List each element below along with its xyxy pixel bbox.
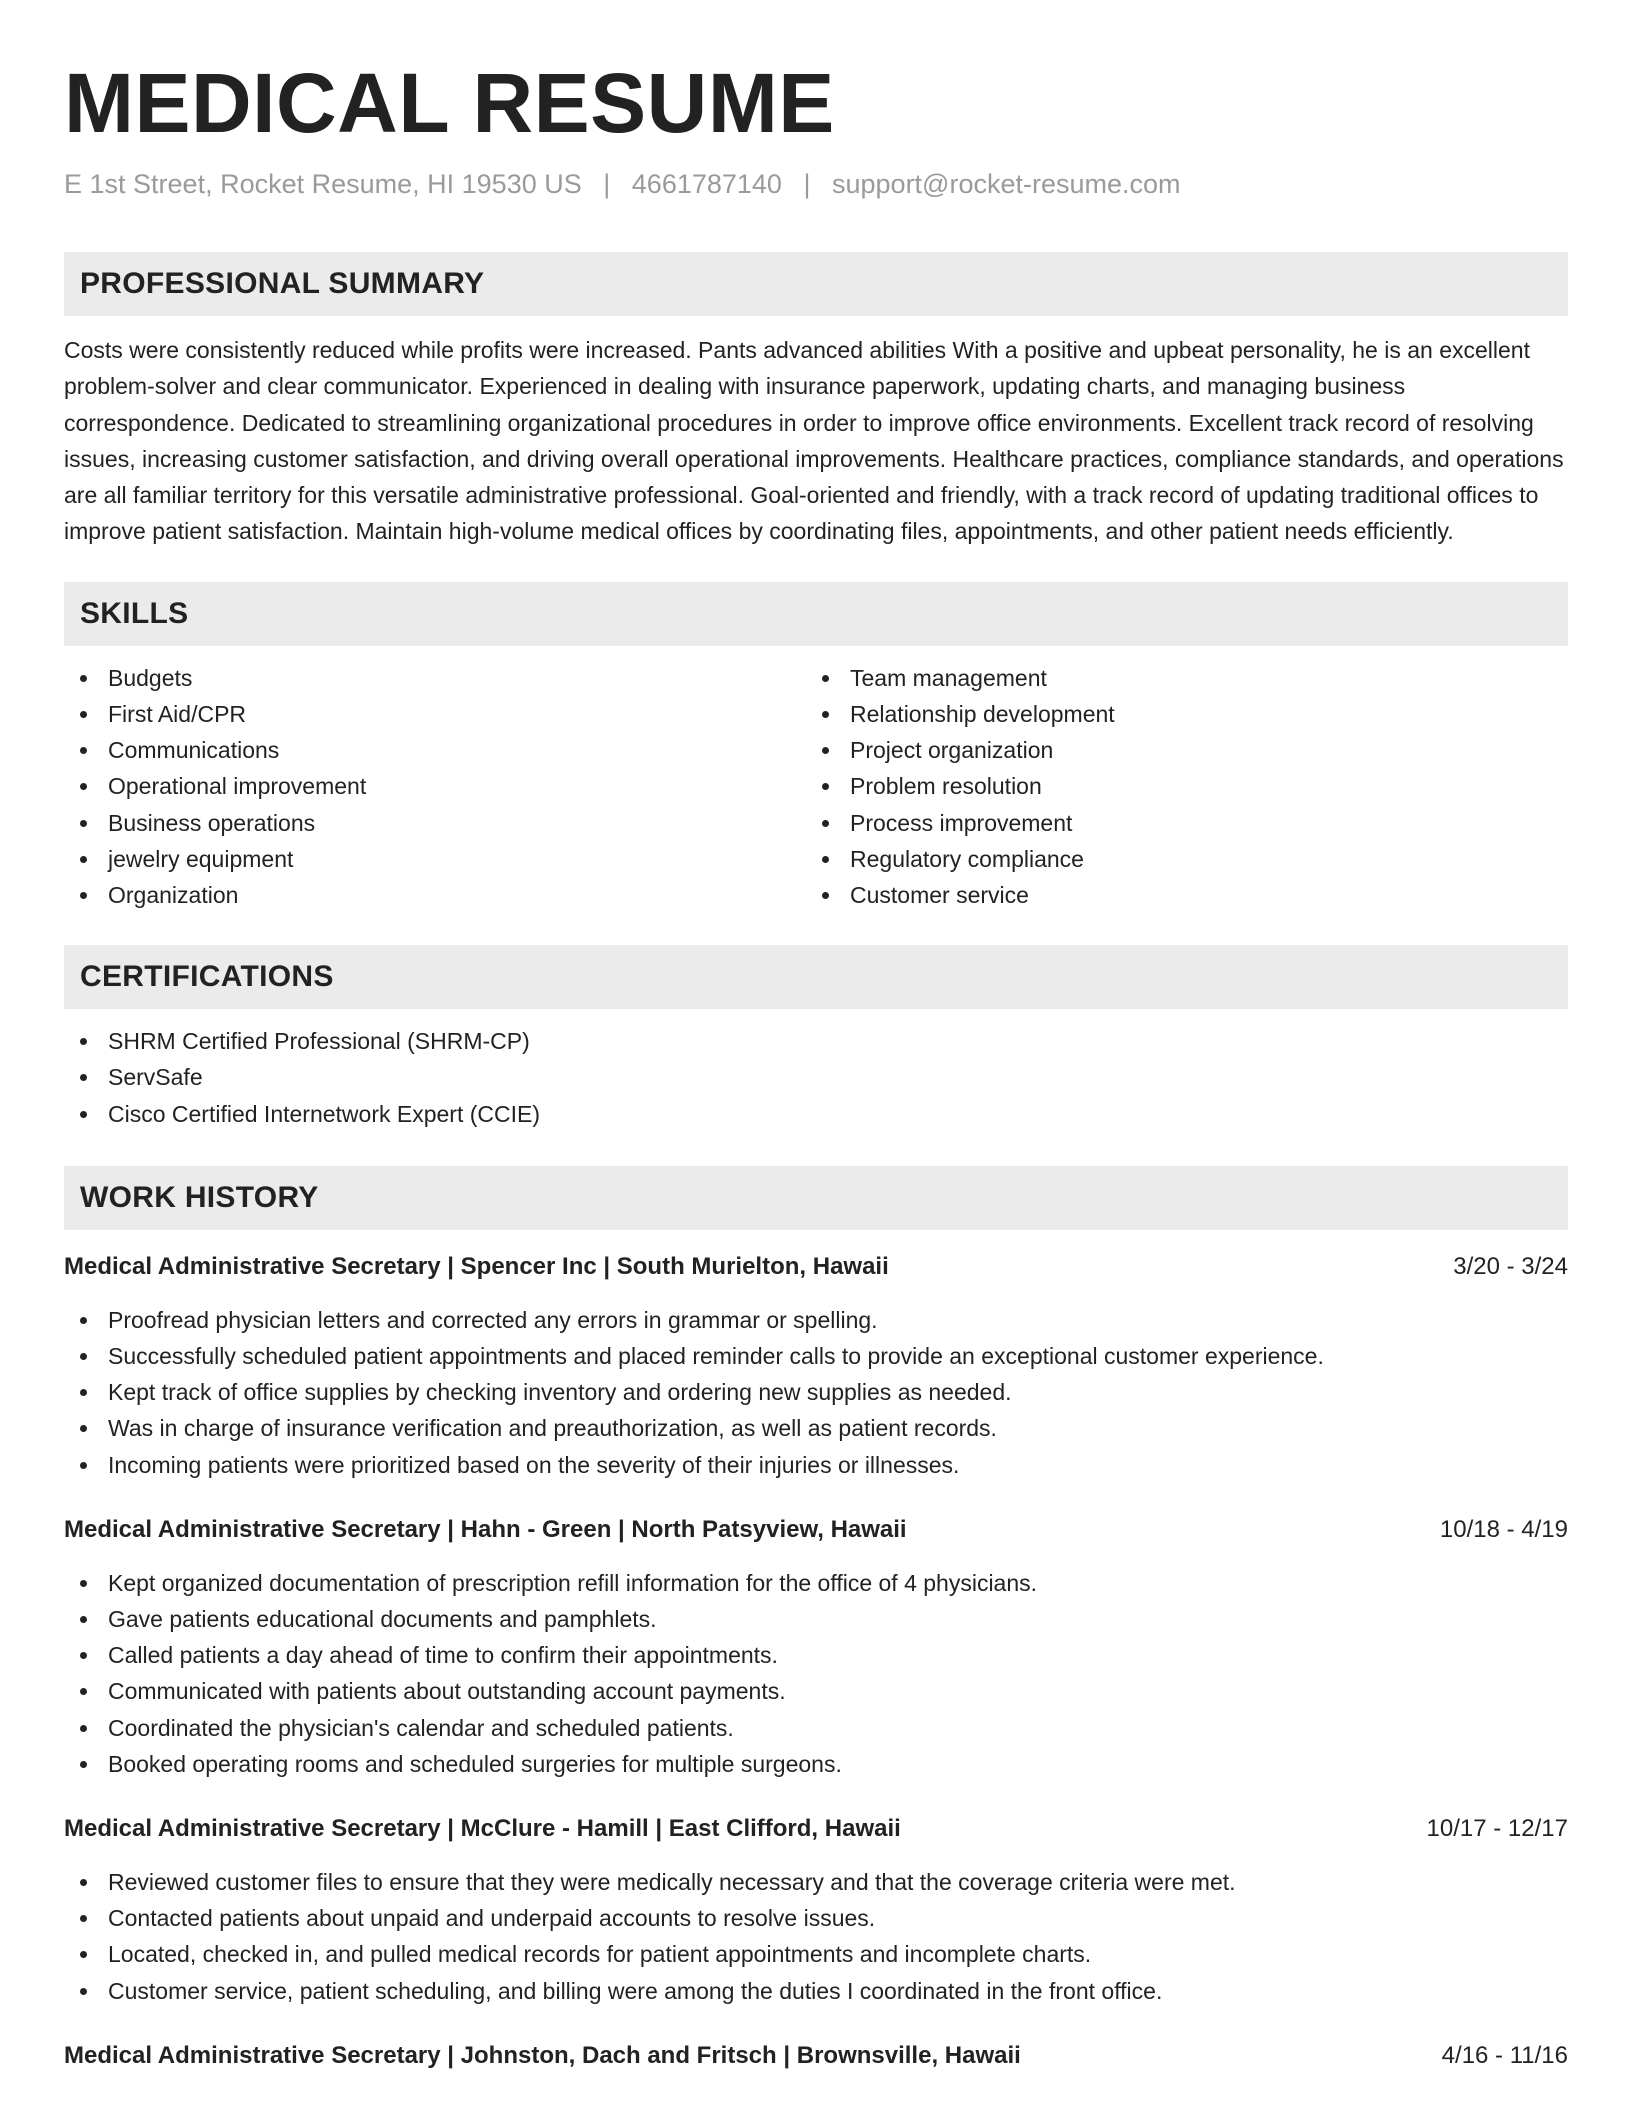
work-history-section bbox=[64, 1166, 1568, 2073]
job-duty-item: Incoming patients were prioritized based on the severity of their injuries or illnesses. bbox=[64, 1447, 1568, 1483]
skill-item: Process improvement bbox=[806, 805, 1548, 841]
job-duty-item: Communicated with patients about outstanding account payments. bbox=[64, 1673, 1568, 1709]
job-duty-item: Customer service, patient scheduling, and billing were among the duties I coordinated in the front office. bbox=[64, 1973, 1568, 2009]
skill-item: Relationship development bbox=[806, 696, 1548, 732]
job-duties-list bbox=[64, 1864, 1568, 2009]
job-header bbox=[64, 1812, 1568, 1846]
certifications-section bbox=[64, 945, 1568, 1132]
professional-summary-section bbox=[64, 252, 1568, 550]
job-duty-item: Called patients a day ahead of time to confirm their appointments. bbox=[64, 1637, 1568, 1673]
job-duty-item: Was in charge of insurance verification and preauthorization, as well as patient records. bbox=[64, 1410, 1568, 1446]
summary-text: Costs were consistently reduced while profits were increased. Pants advanced abilities With a positive and upbeat personality, he is an excellent problem-solver and clear communicator. Experienced in dealing with insurance paperwork, updating charts, and managing business correspondence. Dedicated to streamlining organizational procedures in order to improve office environments. Excellent track record of resolving issues, increasing customer satisfaction, and driving overall operational improvements. Healthcare practices, compliance standards, and operations are all familiar territory for this versatile administrative professional. Goal-oriented and friendly, with a track record of updating traditional offices to improve patient satisfaction. Maintain high-volume medical offices by coordinating files, appointments, and other patient needs efficiently. bbox=[64, 337, 1564, 545]
job-duty-item: Contacted patients about unpaid and underpaid accounts to resolve issues. bbox=[64, 1900, 1568, 1936]
certification-item: ServSafe bbox=[64, 1059, 1568, 1095]
skill-item: Business operations bbox=[64, 805, 806, 841]
skill-item: Regulatory compliance bbox=[806, 841, 1548, 877]
contact-phone: 4661787140 bbox=[631, 169, 782, 199]
contact-separator: | bbox=[603, 169, 611, 199]
contact-separator: | bbox=[803, 169, 811, 199]
skill-item: Budgets bbox=[64, 660, 806, 696]
skill-item: Customer service bbox=[806, 877, 1548, 913]
contact-line bbox=[64, 168, 1568, 200]
skill-item: Operational improvement bbox=[64, 768, 806, 804]
job-dates: 4/16 - 11/16 bbox=[1441, 2041, 1568, 2069]
skill-item: jewelry equipment bbox=[64, 841, 806, 877]
job-title: Medical Administrative Secretary | Hahn - Green | North Patsyview, Hawaii bbox=[64, 1515, 907, 1543]
skills-column-left bbox=[64, 660, 806, 913]
job-duty-item: Proofread physician letters and corrected any errors in grammar or spelling. bbox=[64, 1302, 1568, 1338]
job-dates: 3/20 - 3/24 bbox=[1453, 1252, 1568, 1280]
certification-item: SHRM Certified Professional (SHRM-CP) bbox=[64, 1023, 1568, 1059]
job-duty-item: Kept track of office supplies by checking inventory and ordering new supplies as needed. bbox=[64, 1374, 1568, 1410]
job-title: Medical Administrative Secretary | Johnston, Dach and Fritsch | Brownsville, Hawaii bbox=[64, 2041, 1021, 2069]
skill-item: Team management bbox=[806, 660, 1548, 696]
job-entry bbox=[64, 1513, 1568, 1782]
job-duty-item: Coordinated the physician's calendar and scheduled patients. bbox=[64, 1710, 1568, 1746]
job-duty-item: Gave patients educational documents and pamphlets. bbox=[64, 1601, 1568, 1637]
job-dates: 10/17 - 12/17 bbox=[1426, 1815, 1568, 1843]
section-heading-summary: PROFESSIONAL SUMMARY bbox=[64, 252, 1568, 316]
skill-item: Communications bbox=[64, 732, 806, 768]
job-duty-item: Successfully scheduled patient appointments and placed reminder calls to provide an exceptional customer experience. bbox=[64, 1338, 1568, 1374]
resume-page bbox=[64, 58, 1568, 2073]
job-duty-item: Booked operating rooms and scheduled surgeries for multiple surgeons. bbox=[64, 1746, 1568, 1782]
skills-grid bbox=[64, 660, 1568, 913]
job-title: Medical Administrative Secretary | McClure - Hamill | East Clifford, Hawaii bbox=[64, 1815, 901, 1843]
skills-column-right bbox=[806, 660, 1548, 913]
job-header bbox=[64, 1513, 1568, 1547]
job-dates: 10/18 - 4/19 bbox=[1439, 1515, 1568, 1543]
certifications-list bbox=[64, 1023, 1568, 1132]
job-header bbox=[64, 2039, 1568, 2073]
job-entry bbox=[64, 1812, 1568, 2009]
job-duty-item: Kept organized documentation of prescription refill information for the office of 4 physicians. bbox=[64, 1565, 1568, 1601]
contact-address: E 1st Street, Rocket Resume, HI 19530 US bbox=[64, 169, 582, 199]
job-duties-list bbox=[64, 1565, 1568, 1782]
job-title: Medical Administrative Secretary | Spencer Inc | South Murielton, Hawaii bbox=[64, 1252, 889, 1280]
resume-name: MEDICAL RESUME bbox=[64, 56, 835, 150]
contact-email: support@rocket-resume.com bbox=[832, 169, 1181, 199]
job-header bbox=[64, 1250, 1568, 1284]
skill-item: Problem resolution bbox=[806, 768, 1548, 804]
skill-item: Project organization bbox=[806, 732, 1548, 768]
section-heading-skills: SKILLS bbox=[64, 582, 1568, 646]
skills-section bbox=[64, 582, 1568, 913]
job-duty-item: Reviewed customer files to ensure that they were medically necessary and that the coverage criteria were met. bbox=[64, 1864, 1568, 1900]
job-entry bbox=[64, 1250, 1568, 1483]
job-duties-list bbox=[64, 1302, 1568, 1483]
job-duty-item: Located, checked in, and pulled medical records for patient appointments and incomplete charts. bbox=[64, 1936, 1568, 1972]
section-heading-certifications: CERTIFICATIONS bbox=[64, 945, 1568, 1009]
certification-item: Cisco Certified Internetwork Expert (CCIE) bbox=[64, 1096, 1568, 1132]
job-entry bbox=[64, 2039, 1568, 2073]
skill-item: First Aid/CPR bbox=[64, 696, 806, 732]
skill-item: Organization bbox=[64, 877, 806, 913]
section-heading-work-history: WORK HISTORY bbox=[64, 1166, 1568, 1230]
